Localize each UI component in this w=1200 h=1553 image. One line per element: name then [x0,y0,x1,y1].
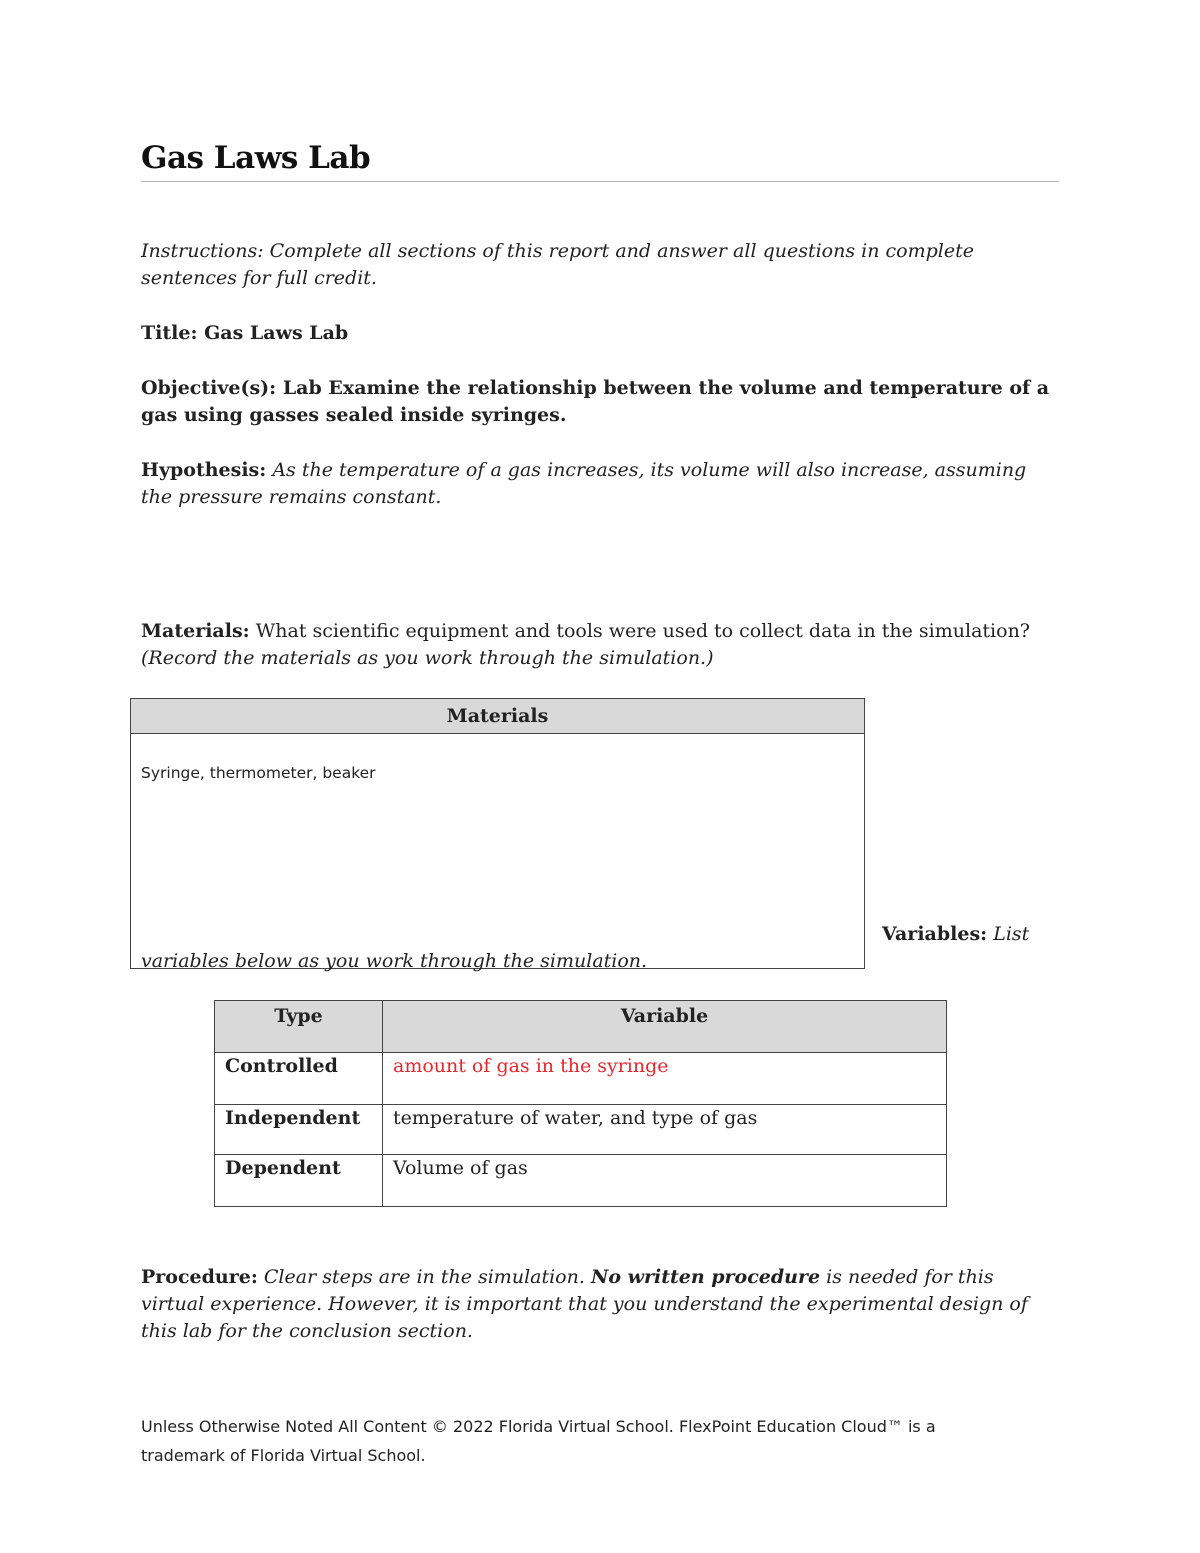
table-row [215,1155,947,1207]
procedure-line [141,1264,1051,1345]
footer [141,1412,1041,1470]
variable-type: Independent [215,1105,383,1155]
variable-value: amount of gas in the syringe [383,1053,947,1105]
variable-type: Controlled [215,1053,383,1105]
procedure-label: Procedure: [141,1266,258,1288]
variables-label: Variables: [882,923,988,945]
title-line [141,320,1056,347]
materials-table-header: Materials [131,699,865,734]
materials-note: (Record the materials as you work through the simulation.) [141,647,714,669]
objective-line [141,375,1056,429]
table-row [215,1053,947,1105]
variable-type: Dependent [215,1155,383,1207]
title-value: Gas Laws Lab [204,322,349,344]
objective-value: Lab Examine the relationship between the volume and temperature of a gas using gasses sealed inside syringes. [141,377,1050,426]
materials-table [130,698,865,969]
title-label: Title: [141,322,198,344]
footer-line-2: trademark of Florida Virtual School. [141,1446,426,1465]
materials-line [141,618,1056,672]
heading-divider [141,181,1059,182]
variables-heading [882,921,1029,948]
variables-table [214,1000,947,1207]
variables-table-header-type: Type [215,1001,383,1053]
footer-line-1: Unless Otherwise Noted All Content © 2022 Florida Virtual School. FlexPoint Education Cloud™ is a [141,1417,936,1436]
variables-note-1: List [993,923,1030,945]
document-heading: Gas Laws Lab [141,140,371,176]
materials-table-value: Syringe, thermometer, beaker [131,734,865,969]
materials-question: What scientific equipment and tools were used to collect data in the simulation? [255,620,1030,642]
materials-label: Materials: [141,620,250,642]
procedure-text-2: is needed for this virtual experience. However, it is important that you understand the experimental design of this lab for the conclusion section. [141,1266,1028,1342]
variable-value: Volume of gas [383,1155,947,1207]
hypothesis-line [141,457,1056,511]
variables-note-2: variables below as you work through the simulation. [141,950,648,972]
table-row [215,1105,947,1155]
procedure-emphasis: No written procedure [590,1266,821,1288]
hypothesis-label: Hypothesis: [141,459,267,481]
objective-label: Objective(s): [141,377,277,399]
instructions-text: Instructions: Complete all sections of this report and answer all questions in complete sentences for full credit. [141,240,974,289]
variable-value: temperature of water, and type of gas [383,1105,947,1155]
procedure-text-1: Clear steps are in the simulation. [263,1266,585,1288]
variables-table-header-variable: Variable [383,1001,947,1053]
hypothesis-value: As the temperature of a gas increases, its volume will also increase, assuming the pressure remains constant. [141,459,1027,508]
